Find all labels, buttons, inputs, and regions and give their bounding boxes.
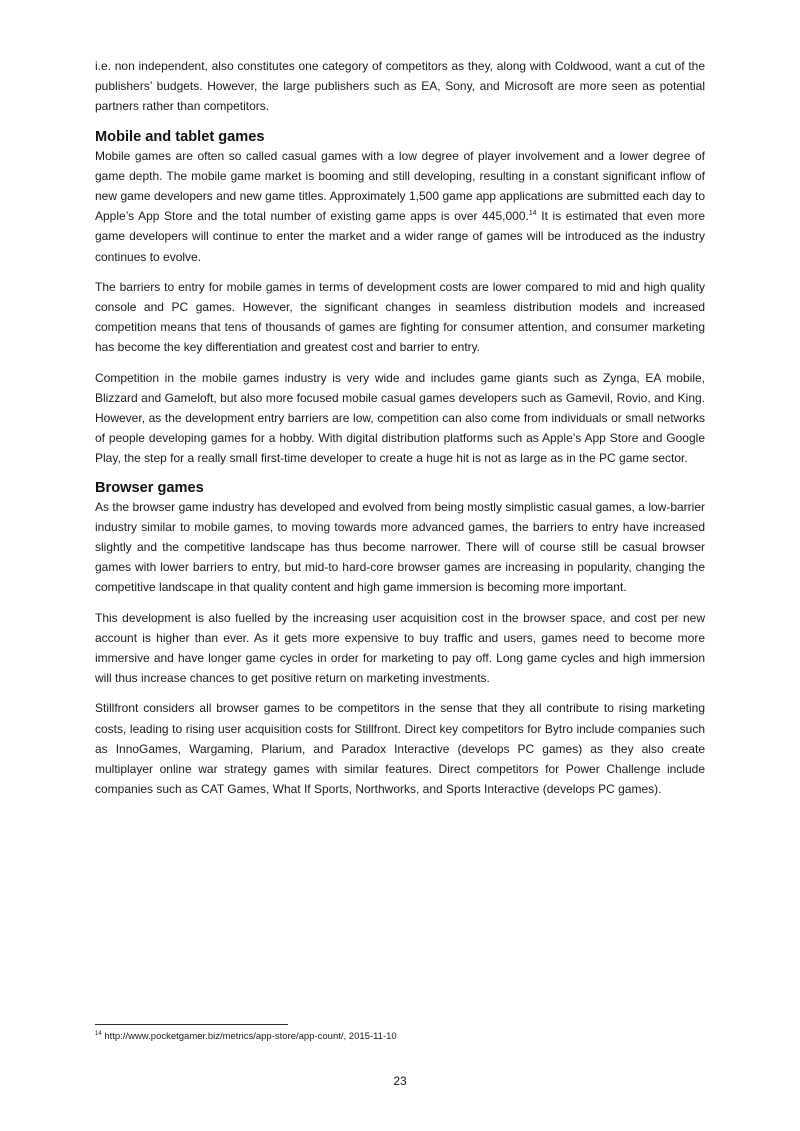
paragraph-mobile-1-text-b: It is estimated that even more game developers will continue to enter the market and a wider range of games will be introduced as the industry continues to evolve.	[95, 209, 705, 264]
footnote-14	[95, 1031, 397, 1043]
paragraph-mobile-3: Competition in the mobile games industry is very wide and includes game giants such as Zynga, EA mobile, Blizzard and Gameloft, but also more focused mobile casual games developers such as Gamevil, Rovio, and King. However, as the development entry barriers are low, competition can also come from individuals or small networks of people developing games for a hobby. With digital distribution platforms such as Apple’s App Store and Google Play, the step for a really small first-time developer to create a huge hit is not as large as in the PC game sector.	[95, 370, 705, 466]
heading-browser-games: Browser games	[95, 479, 204, 496]
paragraph-mobile-2: The barriers to entry for mobile games in terms of development costs are lower compared to mid and high quality console and PC games. However, the significant changes in seamless distribution models and increased competition means that tens of thousands of games are fighting for consumer attention, and consumer marketing has become the key differentiation and greatest cost and barrier to entry.	[95, 279, 705, 355]
footnote-link-text[interactable]: http://www.pocketgamer.biz/metrics/app-store/app-count/, 2015-11-10	[101, 1031, 397, 1042]
heading-mobile-and-tablet-games: Mobile and tablet games	[95, 128, 265, 145]
page-body	[95, 56, 705, 810]
page-number: 23	[393, 1074, 407, 1088]
footnote-number: 14	[95, 1031, 102, 1037]
paragraph-intro: i.e. non independent, also constitutes one category of competitors as they, along with Coldwood, want a cut of the publishers’ budgets. However, the large publishers such as EA, Sony, and Microsoft are more seen as potential partners rather than competitors.	[95, 59, 705, 114]
paragraph-browser-3: Stillfront considers all browser games to be competitors in the sense that they all contribute to rising marketing costs, leading to rising user acquisition costs for Stillfront. Direct key competitors for Bytro include companies such as InnoGames, Wargaming, Plarium, and Paradox Interactive (develops PC games) as they also create multiplayer online war strategy games with similar features. Direct competitors for Power Challenge include companies such as CAT Games, What If Sports, Northworks, and Sports Interactive (develops PC games).	[95, 701, 705, 797]
footnote-divider	[95, 1024, 288, 1025]
paragraph-browser-1: As the browser game industry has developed and evolved from being mostly simplistic casual games, a low-barrier industry similar to mobile games, to moving towards more advanced games, the barriers to entry have increased slightly and the competitive landscape has thus become narrower. There will of course still be casual browser games with lower barriers to entry, but mid-to hard-core browser games are increasing in popularity, changing the competitive landscape in that quality content and high game immersion is becoming more important.	[95, 499, 705, 595]
footnote-reference-14[interactable]: 14	[528, 210, 537, 218]
paragraph-mobile-1-text-a: Mobile games are often so called casual games with a low degree of player involvement and a lower degree of game depth. The mobile game market is booming and still developing, resulting in a constant significant inflow of new game developers and new game titles. Approximately 1,500 game app applications are submitted each day to Apple’s App Store and the total number of existing game apps is over 445,000.	[95, 148, 705, 224]
paragraph-browser-2: This development is also fuelled by the increasing user acquisition cost in the browser space, and cost per new account is higher than ever. As it gets more expensive to buy traffic and users, games need to become more immersive and have longer game cycles in order for marketing to pay off. Long game cycles and high immersion will thus increase chances to get positive return on marketing investments.	[95, 610, 705, 686]
paragraph-mobile-1	[95, 146, 705, 267]
